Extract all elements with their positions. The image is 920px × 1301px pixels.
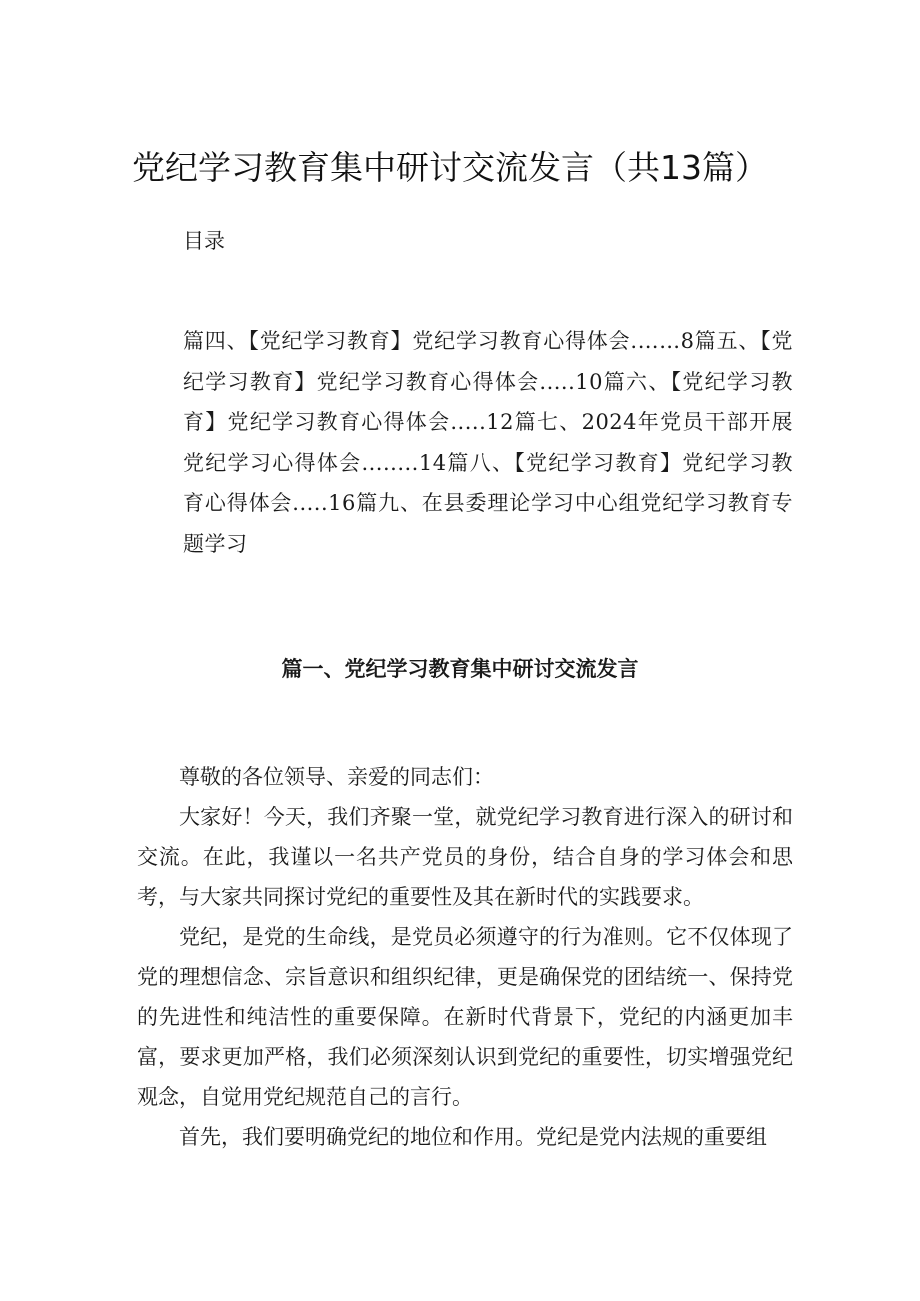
document-title: 党纪学习教育集中研讨交流发言（共13篇） xyxy=(132,148,768,187)
toc-entries: 篇四、【党纪学习教育】党纪学习教育心得体会.……8篇五、【党纪学习教育】党纪学习教育心得体会.....10篇六、【党纪学习教育】党纪学习教育心得体会.....12篇七、2024年党员干部开展党纪学习心得体会........14篇八、【党纪学习教育】党纪学习教育心得体会.....16篇九、在县委理论学习中心组党纪学习教育专题学习 xyxy=(183,329,793,556)
section-title: 篇一、党纪学习教育集中研讨交流发言 xyxy=(281,656,639,681)
body-paragraph: 党纪，是党的生命线，是党员必须遵守的行为准则。它不仅体现了党的理想信念、宗旨意识和组织纪律，更是确保党的团结统一、保持党的先进性和纯洁性的重要保障。在新时代背景下，党纪的内涵更加丰富，要求更加严格，我们必须深刻认识到党纪的重要性，切实增强党纪观念，自觉用党纪规范自己的言行。 xyxy=(137,925,793,1109)
body-paragraph: 首先，我们要明确党纪的地位和作用。党纪是党内法规的重要组 xyxy=(179,1125,767,1149)
body-text xyxy=(137,757,793,1157)
toc-heading: 目录 xyxy=(183,229,225,253)
salutation-paragraph: 尊敬的各位领导、亲爱的同志们： xyxy=(179,765,494,789)
body-paragraph: 大家好！今天，我们齐聚一堂，就党纪学习教育进行深入的研讨和交流。在此，我谨以一名共产党员的身份，结合自身的学习体会和思考，与大家共同探讨党纪的重要性及其在新时代的实践要求。 xyxy=(137,805,793,909)
